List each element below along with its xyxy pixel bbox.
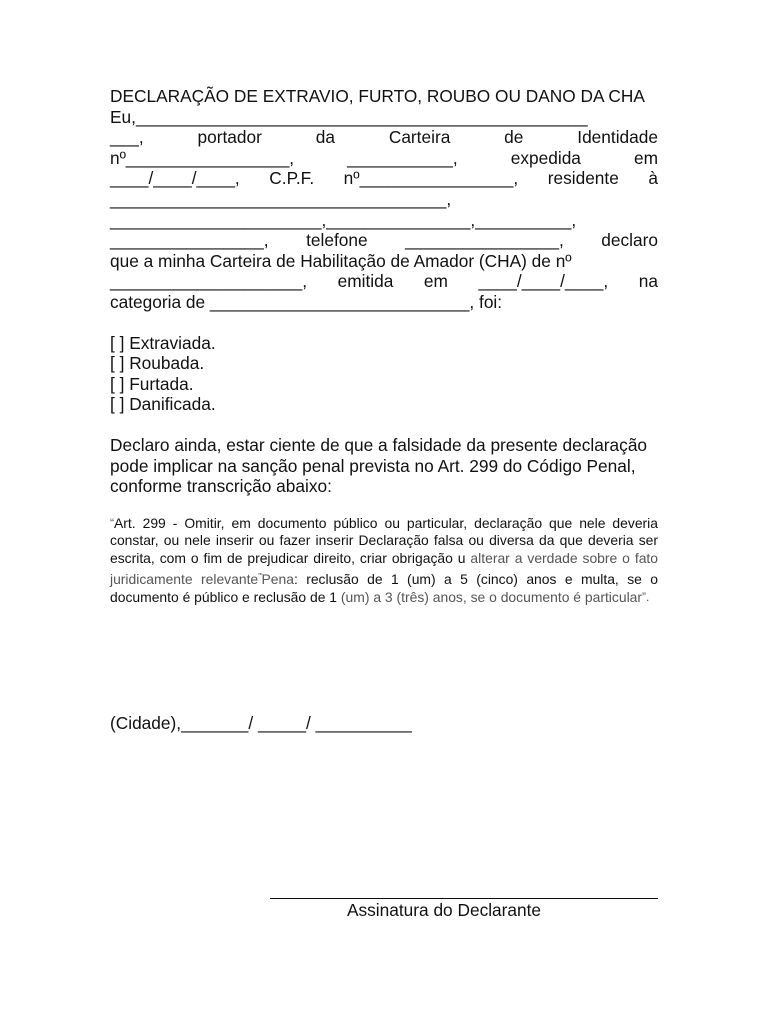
option-extraviada: [ ] Extraviada.	[110, 332, 216, 353]
form-line-3: nº_________________, ___________, expedida em	[110, 147, 658, 168]
form-line-10: categoria de ___________________________, foi:	[110, 291, 503, 312]
form-line-4: ____/____/____, C.P.F. nº________________, residente à	[110, 168, 658, 189]
quote-text-1: - Omitir, em documento público ou particular, declaração que nele deveria constar, ou nele inserir ou fazer inserir Declaração falsa ou diversa da que deveria ser escrita, com o fim de prejudicar direito, criar obrigação u	[110, 514, 658, 567]
option-danificada: [ ] Danificada.	[110, 394, 216, 415]
quote-inner-marks: ”“	[258, 571, 262, 581]
document-title: DECLARAÇÃO DE EXTRAVIO, FURTO, ROUBO OU DANO DA CHA	[110, 86, 645, 106]
form-line-9: ____________________, emitida em ____/____/____, na	[110, 271, 658, 292]
form-line-5: ___________________________________,	[110, 188, 452, 209]
form-line-2: ___, portador da Carteira de Identidade	[110, 127, 658, 148]
form-line-7: ________________, telefone ________________, declaro	[110, 230, 658, 251]
quote-text-2: alterar a verdade sobre o fato juridicamente relevante	[110, 550, 658, 587]
signature-label: Assinatura do Declarante	[347, 900, 542, 920]
declaration-paragraph: Declaro ainda, estar ciente de que a falsidade da presente declaração pode implicar na sanção penal prevista no Art. 299 do Código Penal, conforme transcrição abaixo:	[110, 434, 648, 497]
form-line-8: que a minha Carteira de Habilitação de Amador (CHA) de nº	[110, 250, 572, 271]
quote-text-4: (um) a 3 (três) anos, se o documento é particular	[340, 588, 643, 605]
article-quote	[110, 515, 658, 607]
article-label: Art. 299	[114, 514, 166, 531]
option-roubada: [ ] Roubada.	[110, 353, 205, 374]
declaration-form	[110, 86, 658, 606]
quote-text-3: : reclusão de 1 (um) a 5 (cinco) anos e multa, se o documento é público e reclusão de 1	[110, 570, 658, 605]
pena-label: Pena	[261, 570, 294, 587]
form-line-6: ______________________,_______________,__________,	[110, 209, 577, 230]
signature-label-row	[270, 900, 768, 921]
quote-open-mark: “	[110, 515, 114, 530]
quote-close-mark: ”.	[642, 589, 650, 604]
signature-line	[270, 898, 658, 899]
option-furtada: [ ] Furtada.	[110, 373, 194, 394]
city-date-line: (Cidade),_______/ _____/ __________	[110, 713, 412, 733]
form-line-1: Eu,_______________________________________________	[110, 106, 588, 127]
